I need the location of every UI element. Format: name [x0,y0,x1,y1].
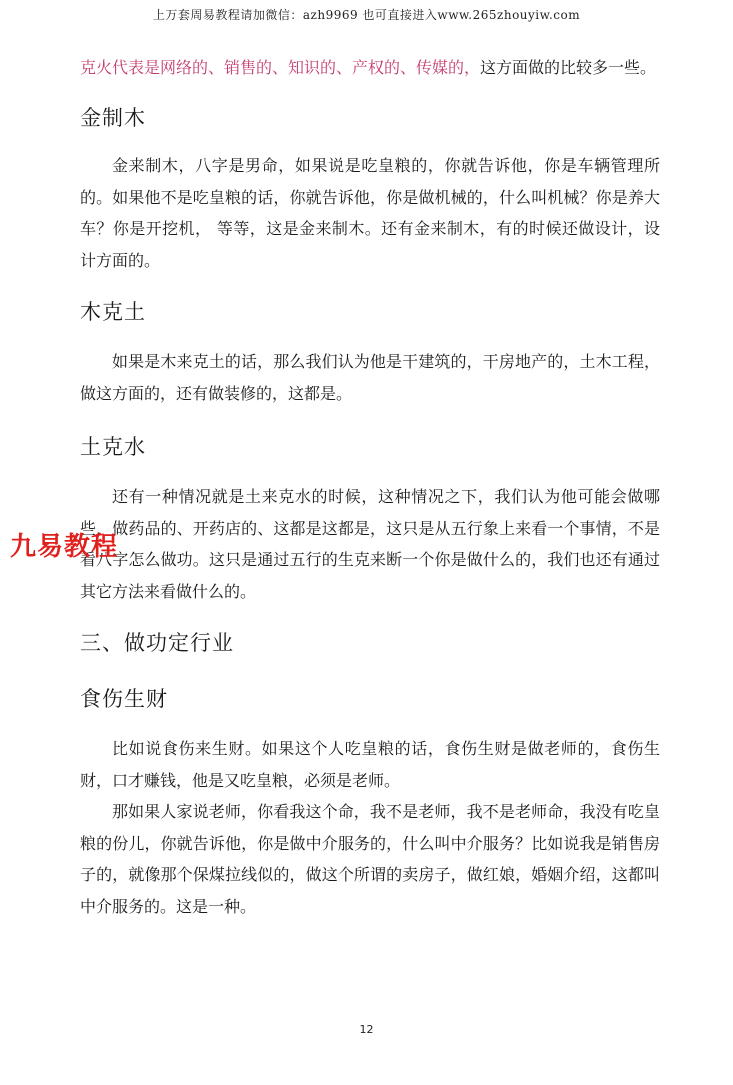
section-paragraph: 比如说食伤来生财。如果这个人吃皇粮的话，食伤生财是做老师的，食伤生财，口才赚钱，他是又吃皇粮，必须是老师。 [80,739,660,790]
section-heading: 木克土 [80,300,146,324]
section-paragraph: 那如果人家说老师，你看我这个命，我不是老师，我不是老师命，我没有吃皇粮的份儿，你就告诉他，你是做中介服务的，什么叫中介服务？比如说我是销售房子的，就像那个保煤拉线似的，做这个所谓的卖房子，做红娘，婚姻介绍，这都叫中介服务的。这是一种。 [80,802,660,916]
section-paragraph: 还有一种情况就是土来克水的时候，这种情况之下，我们认为他可能会做哪些，做药品的、开药店的、这都是这都是，这只是从五行象上来看一个事情，不是看八字怎么做功。这只是通过五行的生克来断一个你是做什么的，我们也还有通过其它方法来看做什么的。 [80,487,660,601]
intro-rest-text: 这方面做的比较多一些。 [480,58,657,77]
chapter-heading: 三、做功定行业 [80,631,234,655]
watermark-text: 九易教程 [10,532,119,562]
section-heading: 食伤生财 [80,687,168,711]
intro-red-text: 克火代表是网络的、销售的、知识的、产权的、传媒的， [80,58,481,77]
section-paragraph: 金来制木，八字是男命，如果说是吃皇粮的，你就告诉他，你是车辆管理所的。如果他不是吃皇粮的话，你就告诉他，你是做机械的，什么叫机械？你是养大车？你是开挖机， 等等，这是金来制木。还有金来制木，有的时候还做设计，设计方面的。 [80,156,660,270]
page-header: 上万套周易教程请加微信：azh9969 也可直接进入www.265zhouyiw.com [152,8,581,22]
page-number: 12 [359,1023,374,1036]
section-heading: 土克水 [80,435,146,459]
page-content [80,50,660,922]
section-paragraph: 如果是木来克土的话，那么我们认为他是干建筑的，干房地产的，土木工程，做这方面的，还有做装修的，这都是。 [80,352,660,403]
section-heading: 金制木 [80,106,146,130]
intro-line [80,52,660,84]
